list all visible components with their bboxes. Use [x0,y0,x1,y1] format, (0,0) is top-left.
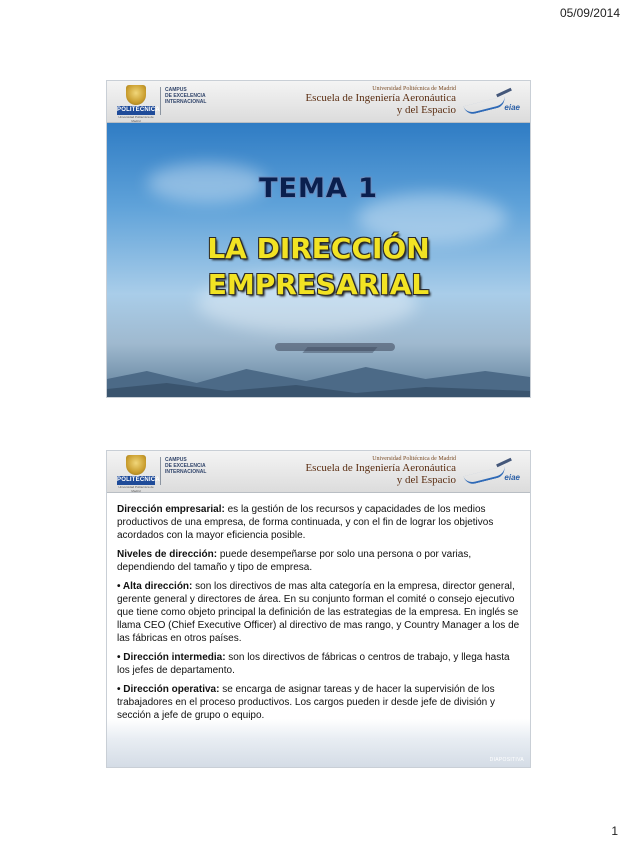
definition-paragraph [117,503,523,542]
alta-direccion-term: • Alta dirección: [117,581,193,592]
slide-header-banner [107,451,530,493]
levels-text: puede desempeñarse por solo una persona o por varias, dependiendo del tamaño y tipo de empresa. [117,549,472,573]
crest-label: POLITÉCNICA [117,477,160,483]
crest-sublabel: Universidad Politécnica de Madrid [118,485,154,493]
campus-line-1: CAMPUS [165,87,187,93]
crest-sublabel: Universidad Politécnica de Madrid [118,115,154,123]
levels-paragraph [117,548,523,574]
school-name-line-2: y del Espacio [396,104,456,116]
mountains-silhouette [107,349,530,398]
header-divider [160,87,161,115]
eiae-logo-label: eiae [504,473,520,482]
slide-1-thumbnail [106,80,531,398]
direccion-operativa-text: se encarga de asignar tareas y de hacer la supervisión de los trabajadores en el proceso productivos. Los cargos pueden ir desde jefe de división y sección a jefe de grupo o equipo. [117,684,496,721]
tema-title: TEMA 1 [259,173,378,204]
school-name-line-1: Escuela de Ingeniería Aeronáutica [305,462,456,474]
levels-term: Niveles de dirección: [117,549,218,560]
campus-line-3: INTERNACIONAL [165,99,207,105]
campus-excelencia-label [165,457,235,475]
campus-line-1: CAMPUS [165,457,187,463]
direccion-operativa-item [117,683,523,722]
slide-footer-tag: DIAPOSITIVA [489,757,524,763]
upm-crest-logo [117,455,160,493]
campus-line-2: DE EXCELENCIA [165,463,206,469]
page-date: 05/09/2014 [559,6,620,20]
eiae-logo-label: eiae [504,103,520,112]
university-name: Universidad Politécnica de Madrid [372,456,456,462]
school-name-line-2: y del Espacio [396,474,456,486]
swoosh-icon [463,466,506,486]
school-name-block [305,456,456,486]
alta-direccion-item [117,580,523,645]
eiae-logo [462,87,522,117]
slide-2-thumbnail [106,450,531,768]
university-name: Universidad Politécnica de Madrid [372,86,456,92]
page-number: 1 [611,824,618,838]
campus-excelencia-label [165,87,235,105]
main-title-line-1: LA DIRECCIÓN [207,232,430,265]
direccion-operativa-term: • Dirección operativa: [117,684,220,695]
campus-line-2: DE EXCELENCIA [165,93,206,99]
main-title [107,231,530,303]
definition-term: Dirección empresarial: [117,504,225,515]
direccion-intermedia-item [117,651,523,677]
school-name-line-1: Escuela de Ingeniería Aeronáutica [305,92,456,104]
crest-shield-icon [126,85,146,105]
school-name-block [305,86,456,116]
main-title-line-2: EMPRESARIAL [207,268,430,301]
header-divider [160,457,161,485]
alta-direccion-text: son los directivos de mas alta categoría en la empresa, director general, gerente general y directores de área. En su conjunto forman el comité o consejo ejecutivo que tiene como objeto principal la definición de las estrategias de la empresa. En inglés se llama CEO (Chief Executive Officer) al directivo de mas rango, y Country Manager a los de las fábricas en otros países. [117,581,520,644]
slide-header-banner [107,81,530,123]
crest-shield-icon [126,455,146,475]
direccion-intermedia-text: son los directivos de fábricas o centros de trabajo, y llega hasta los jefes de departamento. [117,652,510,676]
swoosh-icon [463,96,506,116]
direccion-intermedia-term: • Dirección intermedia: [117,652,226,663]
slide-body-text [117,503,523,728]
eiae-logo [462,457,522,487]
crest-label: POLITÉCNICA [117,107,160,113]
definition-text: es la gestión de los recursos y capacidades de los medios productivos de una empresa, de forma continuada, y con el fin de lograr los objetivos acordados con la mayor eficiencia posible. [117,504,494,541]
campus-line-3: INTERNACIONAL [165,469,207,475]
upm-crest-logo [117,85,160,123]
